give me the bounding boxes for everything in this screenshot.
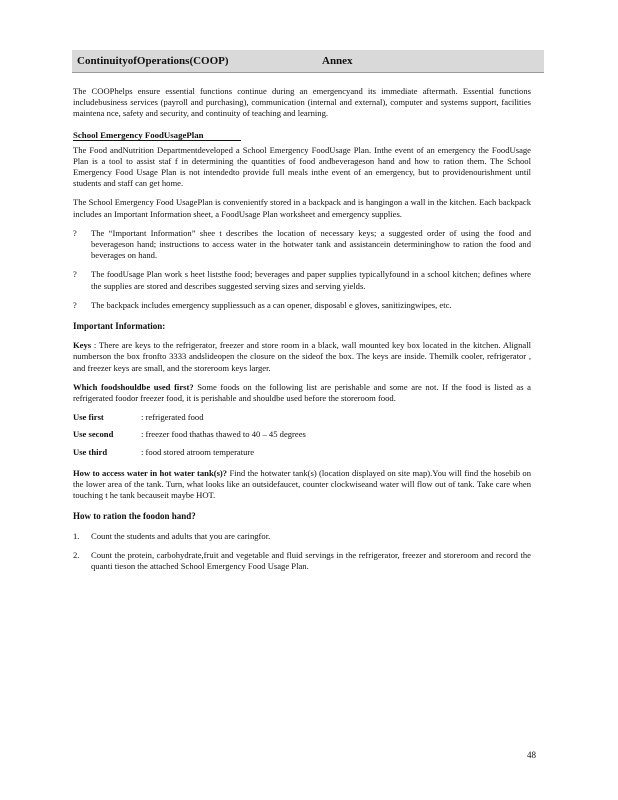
hot-water-paragraph: [73, 468, 531, 502]
ration-step-number: 2.: [73, 549, 80, 560]
paragraph-food-plan: The Food andNutrition Departmentdeveloped a School Emergency FoodUsage Plan. Inthe event of an emergency the FoodUsage Plan is a tool to assist staf f in determining the quantities of food andbeverageson hand and how to ration them. The School Emergency Food Usage Plan is not intendedto provide full meals inthe event of an emergency, but to providenourishment until students and staff can get home.: [73, 144, 531, 189]
page-number: 48: [527, 750, 536, 760]
bullet-text: The foodUsage Plan work s heet liststhe food; beverages and paper supplies typicallyfound in a school kitchen; defines where the supplies are stored and describes suggested serving sizes and serving yields.: [91, 269, 531, 291]
use-third-text: : food stored atroom temperature: [141, 446, 255, 457]
bullet-mark: ?: [73, 269, 77, 280]
bullet-item: [73, 300, 531, 311]
bullet-text: The “Important Information” shee t describes the location of necessary keys; a suggested order of using the food and beverageson hand; instructions to access water in the hotwater tank and assistancein determininghow to ration the food and beverages on hand.: [91, 227, 531, 261]
keys-text: : There are keys to the refrigerator, freezer and store room in a black, wall mounted key box located in the kitchen. Alignall numberson the box fronfto 3333 andslideopen the closure on the sideof the box. The keys are inside. Themilk cooler, refrigerator , and freezer keys are small, and the storeroom keys larger.: [73, 340, 531, 373]
hot-water-text: Find the hotwater tank(s) (location displayed on site map).You will find the hosebib on the lower area of the tank. Turn, what looks like an outsidefaucet, counter clockwiseand water will flow out of tank. Take care when touching t he tank becauseit maybe HOT.: [73, 467, 532, 501]
keys-paragraph: [73, 340, 531, 374]
ration-step-text: Count the students and adults that you are caringfor.: [91, 530, 271, 541]
use-first-line: [73, 412, 531, 423]
intro-paragraph: The COOPhelps ensure essential functions continue during an emergencyand its immediate aftermath. Essential functions includebusiness services (payroll and purchasing), communication (internal and external), computer and systems support, facilities maintena nce, safety and security, and continuity of teaching and learning.: [73, 86, 531, 119]
page-content: [73, 86, 531, 572]
section-title: School Emergency FoodUsagePlan: [73, 129, 204, 140]
use-first-label: Use first: [73, 412, 104, 423]
which-food-text: Some foods on the following list are perishable and some are not. If the food is listed as a refrigerated foodor freezer food, it is perishable and shouldbe used before the storeroom food.: [73, 381, 531, 404]
use-second-line: [73, 429, 531, 440]
which-food-label: Which foodshouldbe used first?: [73, 381, 194, 392]
ration-step: [73, 531, 531, 542]
ration-heading: How to ration the foodon hand?: [73, 511, 196, 522]
which-food-paragraph: [73, 382, 531, 404]
keys-label: Keys: [73, 340, 92, 351]
header-annex: Annex: [322, 55, 353, 67]
important-information-heading: Important Information:: [73, 321, 166, 332]
section-header-bar: [72, 50, 544, 73]
use-third-line: [73, 447, 531, 458]
use-second-text: : freezer food thathas thawed to 40 – 45 degrees: [141, 429, 306, 440]
ration-step-number: 1.: [73, 530, 80, 541]
use-third-label: Use third: [73, 446, 108, 457]
hot-water-label: How to access water in hot water tank(s)?: [73, 467, 228, 478]
paragraph-backpack: The School Emergency Food UsagePlan is convenientfy stored in a backpack and is hangingon a wall in the kitchen. Each backpack includes an Important Information sheet, a FoodUsage Plan worksheet and emergency supplies.: [73, 197, 531, 219]
bullet-text: The backpack includes emergency suppliessuch as a can opener, disposabl e gloves, sanitizingwipes, etc.: [91, 299, 452, 310]
bullet-mark: ?: [73, 299, 77, 310]
ration-step-text: Count the protein, carbohydrate,fruit and vegetable and fluid servings in the refrigerator, freezer and storeroom and record the quanti tieson the attached School Emergency Food Usage Plan.: [91, 549, 531, 572]
use-second-label: Use second: [73, 429, 114, 440]
use-first-text: : refrigerated food: [141, 412, 204, 423]
bullet-mark: ?: [73, 227, 77, 238]
section-title-wrap: [73, 130, 241, 141]
bullet-item: [73, 269, 531, 291]
ration-step: [73, 550, 531, 572]
header-title: ContinuityofOperations(COOP): [77, 55, 229, 67]
bullet-item: [73, 228, 531, 262]
